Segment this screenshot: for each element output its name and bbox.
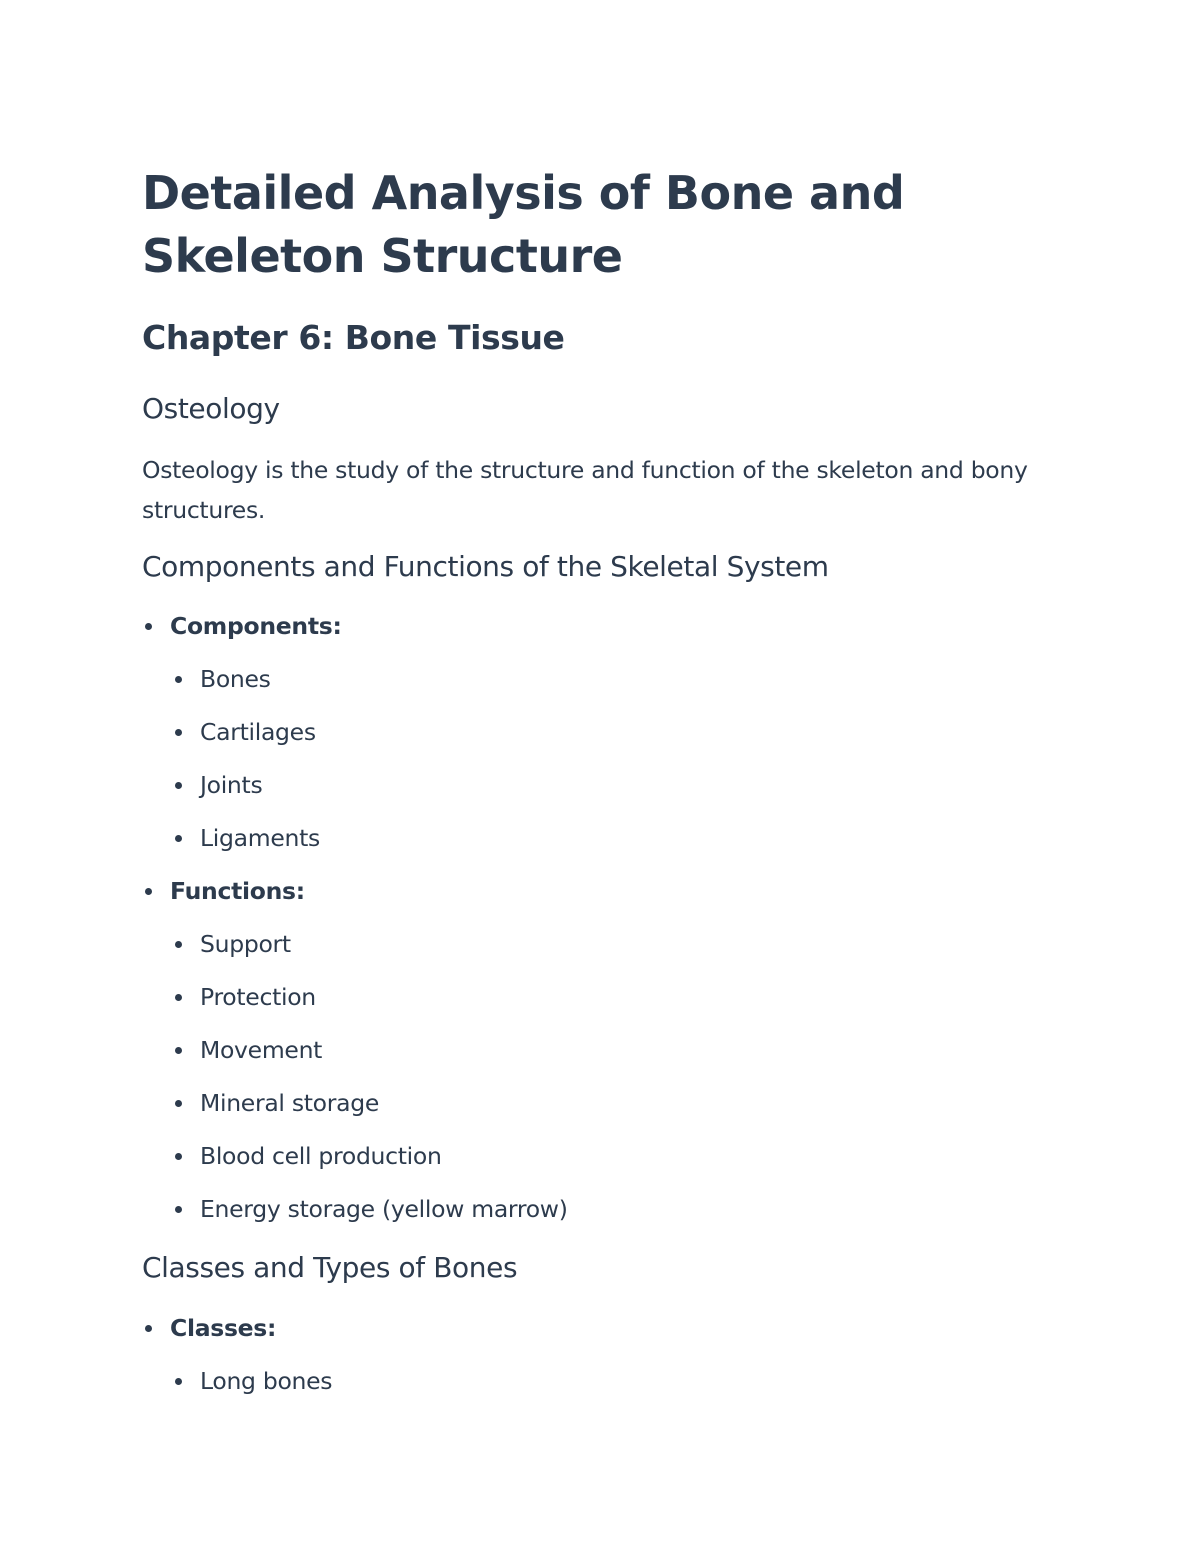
section-heading-classes-types: Classes and Types of Bones: [142, 1251, 518, 1284]
list-item: Protection: [200, 980, 316, 1014]
list-item: Ligaments: [200, 821, 320, 855]
section-heading-components-functions: Components and Functions of the Skeletal System: [142, 550, 829, 583]
list-item-components-label: Components:: [170, 609, 342, 643]
list-item: Energy storage (yellow marrow): [200, 1192, 568, 1226]
list-item: Bones: [200, 662, 271, 696]
section-heading-osteology: Osteology: [142, 392, 280, 425]
list-item: Blood cell production: [200, 1139, 442, 1173]
list-item: Cartilages: [200, 715, 316, 749]
list-item: Long bones: [200, 1364, 332, 1398]
list-item-functions-label: Functions:: [170, 874, 305, 908]
list-item: Joints: [200, 768, 262, 802]
list-item-classes-label: Classes:: [170, 1311, 276, 1345]
document-title: Detailed Analysis of Bone and Skeleton Structure: [142, 166, 905, 283]
osteology-paragraph: Osteology is the study of the structure and function of the skeleton and bony structures.: [142, 456, 1028, 524]
list-item: Support: [200, 927, 291, 961]
list-item: Mineral storage: [200, 1086, 379, 1120]
chapter-heading: Chapter 6: Bone Tissue: [142, 318, 565, 357]
list-item: Movement: [200, 1033, 322, 1067]
